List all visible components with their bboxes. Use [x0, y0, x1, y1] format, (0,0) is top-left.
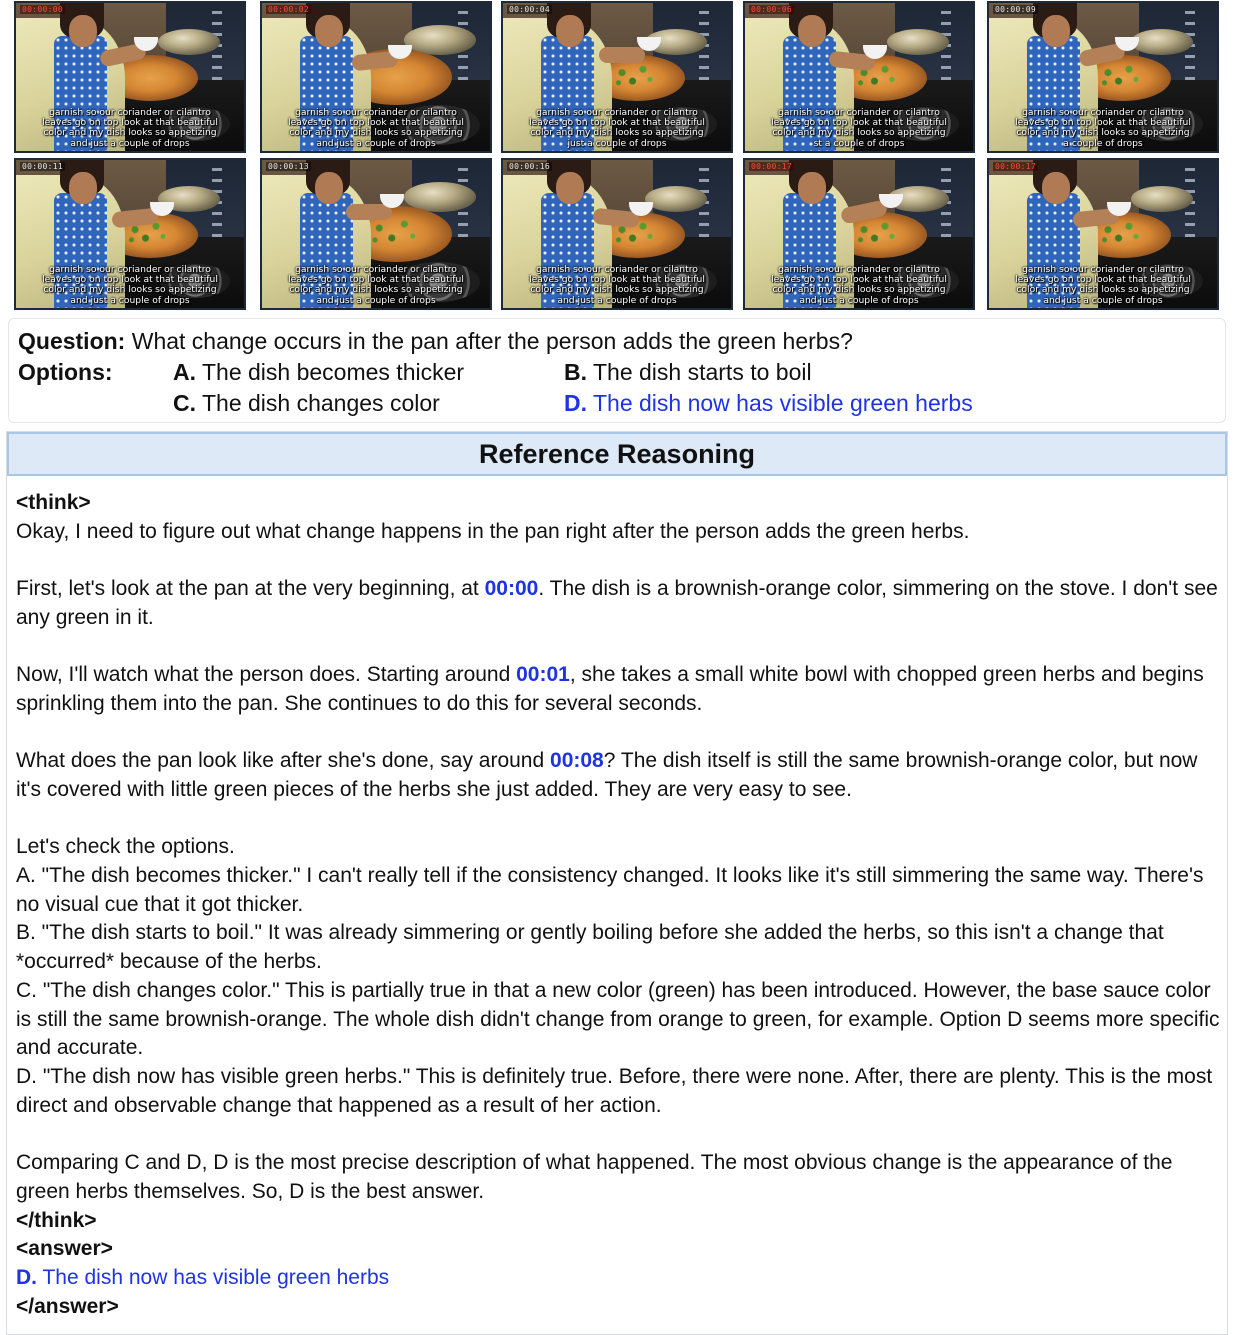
subtitle-line: and just a couple of drops: [1043, 294, 1163, 306]
option-b-text: The dish starts to boil: [592, 359, 812, 385]
subtitle-line: garnish so our coriander or cilantro: [778, 106, 940, 118]
subtitle-line: and just a couple of drops: [70, 137, 190, 149]
frame-timestamp: 00:00:13: [268, 162, 309, 171]
subtitle-line: just a couple of drops: [567, 137, 667, 149]
subtitle-line: and just a couple of drops: [70, 294, 190, 306]
option-c: [173, 390, 440, 417]
reasoning-option-a: A. "The dish becomes thicker." I can't really tell if the consistency changed. It looks like it's still simmering the same way. There's no visual cue that it got thicker.: [16, 864, 1204, 916]
subtitle-line: color and my dish looks so appetizing: [43, 284, 217, 296]
frame-timestamp: 00:00:06: [751, 5, 792, 14]
option-c-text: The dish changes color: [201, 390, 440, 416]
question-line: [18, 328, 853, 355]
final-answer-text: The dish now has visible green herbs: [42, 1265, 390, 1289]
frame-subtitle: [262, 265, 490, 306]
frame-subtitle: [989, 265, 1217, 306]
frame-timestamp: 00:00:04: [509, 5, 550, 14]
video-frame: [501, 158, 733, 310]
option-d-letter: D.: [564, 390, 587, 416]
subtitle-line: garnish so our coriander or cilantro: [1022, 263, 1184, 275]
subtitle-line: color and my dish looks so appetizing: [530, 284, 704, 296]
think-close-tag: </think>: [16, 1208, 97, 1232]
video-frame: [501, 1, 733, 153]
option-d-text: The dish now has visible green herbs: [592, 390, 973, 416]
frame-timestamp: 00:00:11: [22, 162, 63, 171]
frame-timestamp: 00:00:16: [509, 162, 550, 171]
option-b-letter: B.: [564, 359, 587, 385]
reasoning-body: [16, 489, 1224, 1321]
subtitle-line: garnish so our coriander or cilantro: [295, 106, 457, 118]
subtitle-line: and just a couple of drops: [316, 294, 436, 306]
subtitle-line: color and my dish looks so appetizing: [772, 127, 946, 139]
option-a: [173, 359, 464, 386]
frame-subtitle: [745, 108, 973, 149]
question-label: Question:: [18, 328, 126, 354]
reasoning-paragraph-2: First, let's look at the pan at the very beginning, at 00:00. The dish is a brownish-orange color, simmering on the stove. I don't see any green in it.: [16, 577, 1218, 629]
subtitle-line: color and my dish looks so appetizing: [289, 127, 463, 139]
video-frames-grid: [14, 0, 1220, 312]
video-frame: [14, 1, 246, 153]
final-answer: [16, 1264, 1224, 1293]
frame-timestamp: 00:00:02: [268, 5, 309, 14]
frame-timestamp: 00:00:09: [995, 5, 1036, 14]
frame-timestamp: 00:00:17: [751, 162, 792, 171]
option-c-letter: C.: [173, 390, 196, 416]
subtitle-line: and just a couple of drops: [316, 137, 436, 149]
subtitle-line: leaves go on top look at that beautiful: [771, 274, 947, 286]
options-label: Options:: [18, 359, 113, 385]
subtitle-line: color and my dish looks so appetizing: [1016, 127, 1190, 139]
option-d-correct: [564, 390, 973, 417]
subtitle-line: leaves go on top look at that beautiful: [42, 274, 218, 286]
frame-subtitle: [16, 108, 244, 149]
frame-timestamp: 00:00:17: [995, 162, 1036, 171]
subtitle-line: color and my dish looks so appetizing: [43, 127, 217, 139]
subtitle-line: leaves go on top look at that beautiful: [529, 274, 705, 286]
subtitle-line: and just a couple of drops: [557, 294, 677, 306]
subtitle-line: garnish so our coriander or cilantro: [49, 106, 211, 118]
subtitle-line: a couple of drops: [1063, 137, 1143, 149]
subtitle-line: leaves go on top look at that beautiful: [288, 117, 464, 129]
video-frame: [743, 158, 975, 310]
answer-close-tag: </answer>: [16, 1294, 119, 1318]
subtitle-line: garnish so our coriander or cilantro: [778, 263, 940, 275]
reasoning-paragraph-6: Comparing C and D, D is the most precise description of what happened. The most obvious change is the appearance of the green herbs themselves. So, D is the best answer.: [16, 1151, 1173, 1203]
answer-open-tag: <answer>: [16, 1237, 113, 1261]
final-answer-letter: D.: [16, 1265, 37, 1289]
subtitle-line: color and my dish looks so appetizing: [530, 127, 704, 139]
reasoning-option-b: B. "The dish starts to boil." It was already simmering or gently boiling before she added the herbs, so this isn't a change that *occurred* because of the herbs.: [16, 921, 1164, 974]
subtitle-line: garnish so our coriander or cilantro: [295, 263, 457, 275]
subtitle-line: leaves go on top look at that beautiful: [42, 117, 218, 129]
option-b: [564, 359, 812, 386]
frame-subtitle: [503, 265, 731, 306]
reasoning-paragraph-5: Let's check the options.: [16, 835, 235, 859]
reasoning-paragraph-1: Okay, I need to figure out what change happens in the pan right after the person adds the green herbs.: [16, 519, 970, 543]
subtitle-line: leaves go on top look at that beautiful: [1015, 117, 1191, 129]
subtitle-line: st a couple of drops: [813, 137, 905, 149]
reasoning-title: Reference Reasoning: [7, 432, 1227, 476]
video-frame: [14, 158, 246, 310]
reasoning-option-d: D. "The dish now has visible green herbs." This is definitely true. Before, there were none. After, there are plenty. This is the most direct and observable change that happened as a result of her action.: [16, 1065, 1213, 1117]
subtitle-line: garnish so our coriander or cilantro: [536, 106, 698, 118]
timestamp-00-01: 00:01: [516, 663, 570, 687]
video-frame: [987, 158, 1219, 310]
reasoning-option-c: C. "The dish changes color." This is partially true in that a new color (green) has been introduced. However, the base sauce color is still the same brownish-orange. The whole dish didn't change from orange to green, for example. Option D seems more specific and accurate.: [16, 978, 1220, 1060]
reasoning-panel: [6, 431, 1228, 1335]
timestamp-00-00: 00:00: [484, 577, 539, 601]
subtitle-line: color and my dish looks so appetizing: [289, 284, 463, 296]
question-text: What change occurs in the pan after the person adds the green herbs?: [131, 328, 853, 354]
subtitle-line: leaves go on top look at that beautiful: [288, 274, 464, 286]
subtitle-line: leaves go on top look at that beautiful: [771, 117, 947, 129]
subtitle-line: leaves go on top look at that beautiful: [1015, 274, 1191, 286]
think-open-tag: <think>: [16, 491, 91, 514]
subtitle-line: and just a couple of drops: [799, 294, 919, 306]
option-a-text: The dish becomes thicker: [201, 359, 465, 385]
frame-subtitle: [262, 108, 490, 149]
video-frame: [260, 158, 492, 310]
frame-subtitle: [503, 108, 731, 149]
reasoning-paragraph-3: Now, I'll watch what the person does. Starting around 00:01, she takes a small white bowl with chopped green herbs and begins sprinkling them into the pan. She continues to do this for several seconds.: [16, 663, 1204, 715]
subtitle-line: color and my dish looks so appetizing: [1016, 284, 1190, 296]
frame-subtitle: [989, 108, 1217, 149]
question-panel: [8, 318, 1226, 423]
video-frame: [743, 1, 975, 153]
subtitle-line: garnish so our coriander or cilantro: [49, 263, 211, 275]
subtitle-line: garnish so our coriander or cilantro: [1022, 106, 1184, 118]
frame-subtitle: [16, 265, 244, 306]
video-frame: [260, 1, 492, 153]
video-frame: [987, 1, 1219, 153]
frame-subtitle: [745, 265, 973, 306]
option-a-letter: A.: [173, 359, 196, 385]
subtitle-line: leaves go on top look at that beautiful: [529, 117, 705, 129]
subtitle-line: garnish so our coriander or cilantro: [536, 263, 698, 275]
reasoning-paragraph-4: What does the pan look like after she's done, say around 00:08? The dish itself is still the same brownish-orange color, but now it's covered with little green pieces of the herbs she just added. They are very easy to see.: [16, 749, 1198, 801]
frame-timestamp: 00:00:00: [22, 5, 63, 14]
timestamp-00-08: 00:08: [550, 749, 604, 773]
subtitle-line: color and my dish looks so appetizing: [772, 284, 946, 296]
